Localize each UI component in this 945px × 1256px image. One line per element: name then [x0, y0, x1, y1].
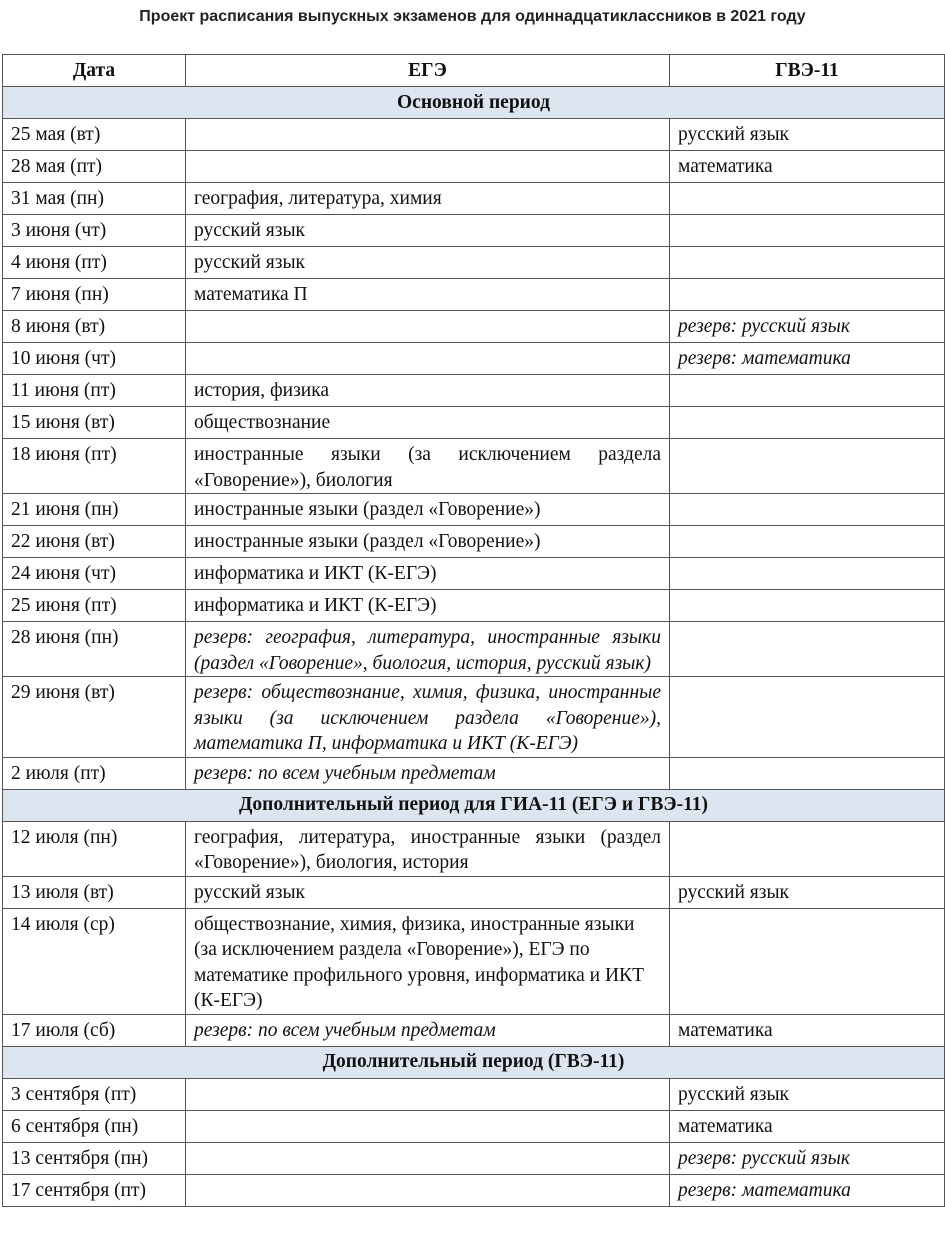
date-cell: 28 июня (пн) — [3, 622, 186, 677]
gve-cell — [670, 558, 945, 590]
date-cell: 21 июня (пн) — [3, 494, 186, 526]
date-cell: 28 мая (пт) — [3, 151, 186, 183]
gve-cell — [670, 215, 945, 247]
gve-cell: резерв: русский язык — [670, 1142, 945, 1174]
table-row — [3, 908, 945, 1014]
date-cell: 13 июля (вт) — [3, 876, 186, 908]
ege-cell: география, литература, иностранные языки (раздел «Говорение»), биология, история — [186, 821, 670, 876]
table-row — [3, 407, 945, 439]
table-row — [3, 343, 945, 375]
gve-cell — [670, 439, 945, 494]
table-row — [3, 821, 945, 876]
gve-cell: резерв: математика — [670, 343, 945, 375]
date-cell: 25 июня (пт) — [3, 590, 186, 622]
table-row — [3, 1110, 945, 1142]
table-row — [3, 311, 945, 343]
ege-cell: информатика и ИКТ (К-ЕГЭ) — [186, 558, 670, 590]
date-cell: 17 сентября (пт) — [3, 1174, 186, 1206]
date-cell: 18 июня (пт) — [3, 439, 186, 494]
date-cell: 29 июня (вт) — [3, 677, 186, 758]
section-title: Основной период — [3, 87, 945, 119]
ege-cell: иностранные языки (раздел «Говорение») — [186, 526, 670, 558]
ege-cell: математика П — [186, 279, 670, 311]
date-cell: 12 июля (пн) — [3, 821, 186, 876]
table-row — [3, 494, 945, 526]
table-row — [3, 526, 945, 558]
date-cell: 25 мая (вт) — [3, 119, 186, 151]
date-cell: 2 июля (пт) — [3, 757, 186, 789]
date-cell: 17 июля (сб) — [3, 1014, 186, 1046]
section-row — [3, 1046, 945, 1078]
header-date: Дата — [3, 55, 186, 87]
ege-cell: резерв: по всем учебным предметам — [186, 1014, 670, 1046]
ege-cell: русский язык — [186, 247, 670, 279]
section-row — [3, 87, 945, 119]
date-cell: 13 сентября (пн) — [3, 1142, 186, 1174]
gve-cell — [670, 375, 945, 407]
ege-cell — [186, 311, 670, 343]
date-cell: 11 июня (пт) — [3, 375, 186, 407]
gve-cell: русский язык — [670, 876, 945, 908]
ege-cell: иностранные языки (раздел «Говорение») — [186, 494, 670, 526]
ege-cell: обществознание — [186, 407, 670, 439]
section-title: Дополнительный период для ГИА-11 (ЕГЭ и ГВЭ-11) — [3, 789, 945, 821]
header-ege: ЕГЭ — [186, 55, 670, 87]
table-row — [3, 677, 945, 758]
gve-cell — [670, 247, 945, 279]
ege-cell — [186, 1174, 670, 1206]
section-title: Дополнительный период (ГВЭ-11) — [3, 1046, 945, 1078]
ege-cell — [186, 1110, 670, 1142]
gve-cell: резерв: русский язык — [670, 311, 945, 343]
ege-cell: география, литература, химия — [186, 183, 670, 215]
table-row — [3, 1014, 945, 1046]
gve-cell — [670, 494, 945, 526]
gve-cell: математика — [670, 1014, 945, 1046]
date-cell: 6 сентября (пн) — [3, 1110, 186, 1142]
table-row — [3, 1078, 945, 1110]
gve-cell — [670, 908, 945, 1014]
gve-cell: русский язык — [670, 119, 945, 151]
date-cell: 4 июня (пт) — [3, 247, 186, 279]
gve-cell — [670, 279, 945, 311]
ege-cell: русский язык — [186, 876, 670, 908]
gve-cell — [670, 757, 945, 789]
table-row — [3, 757, 945, 789]
ege-cell: информатика и ИКТ (К-ЕГЭ) — [186, 590, 670, 622]
ege-cell — [186, 119, 670, 151]
table-row — [3, 247, 945, 279]
ege-cell: резерв: география, литература, иностранные языки (раздел «Говорение», биология, история, русский язык) — [186, 622, 670, 677]
ege-cell — [186, 151, 670, 183]
date-cell: 14 июля (ср) — [3, 908, 186, 1014]
date-cell: 24 июня (чт) — [3, 558, 186, 590]
ege-cell: обществознание, химия, физика, иностранные языки (за исключением раздела «Говорение»), ЕГЭ по математике профильного уровня, информатика и ИКТ (К-ЕГЭ) — [186, 908, 670, 1014]
table-row — [3, 622, 945, 677]
date-cell: 15 июня (вт) — [3, 407, 186, 439]
table-row — [3, 1142, 945, 1174]
gve-cell: математика — [670, 151, 945, 183]
ege-cell: иностранные языки (за исключением раздела «Говорение»), биология — [186, 439, 670, 494]
table-row — [3, 558, 945, 590]
gve-cell — [670, 526, 945, 558]
gve-cell: резерв: математика — [670, 1174, 945, 1206]
table-row — [3, 183, 945, 215]
ege-cell: история, физика — [186, 375, 670, 407]
table-row — [3, 1174, 945, 1206]
gve-cell: математика — [670, 1110, 945, 1142]
gve-cell — [670, 590, 945, 622]
table-row — [3, 876, 945, 908]
date-cell: 7 июня (пн) — [3, 279, 186, 311]
header-gve: ГВЭ-11 — [670, 55, 945, 87]
table-row — [3, 279, 945, 311]
gve-cell — [670, 622, 945, 677]
page-title: Проект расписания выпускных экзаменов для одиннадцатиклассников в 2021 году — [139, 8, 806, 25]
table-row — [3, 590, 945, 622]
table-row — [3, 151, 945, 183]
date-cell: 8 июня (вт) — [3, 311, 186, 343]
exam-schedule-table — [2, 54, 945, 1207]
ege-cell: русский язык — [186, 215, 670, 247]
date-cell: 22 июня (вт) — [3, 526, 186, 558]
gve-cell — [670, 183, 945, 215]
gve-cell: русский язык — [670, 1078, 945, 1110]
date-cell: 10 июня (чт) — [3, 343, 186, 375]
gve-cell — [670, 677, 945, 758]
date-cell: 3 сентября (пт) — [3, 1078, 186, 1110]
table-row — [3, 439, 945, 494]
ege-cell — [186, 1078, 670, 1110]
date-cell: 31 мая (пн) — [3, 183, 186, 215]
gve-cell — [670, 821, 945, 876]
section-row — [3, 789, 945, 821]
gve-cell — [670, 407, 945, 439]
table-row — [3, 215, 945, 247]
header-row — [3, 55, 945, 87]
table-row — [3, 375, 945, 407]
ege-cell: резерв: по всем учебным предметам — [186, 757, 670, 789]
ege-cell: резерв: обществознание, химия, физика, иностранные языки (за исключением раздела «Говорение»), математика П, информатика и ИКТ (К-ЕГЭ) — [186, 677, 670, 758]
ege-cell — [186, 343, 670, 375]
ege-cell — [186, 1142, 670, 1174]
table-row — [3, 119, 945, 151]
date-cell: 3 июня (чт) — [3, 215, 186, 247]
